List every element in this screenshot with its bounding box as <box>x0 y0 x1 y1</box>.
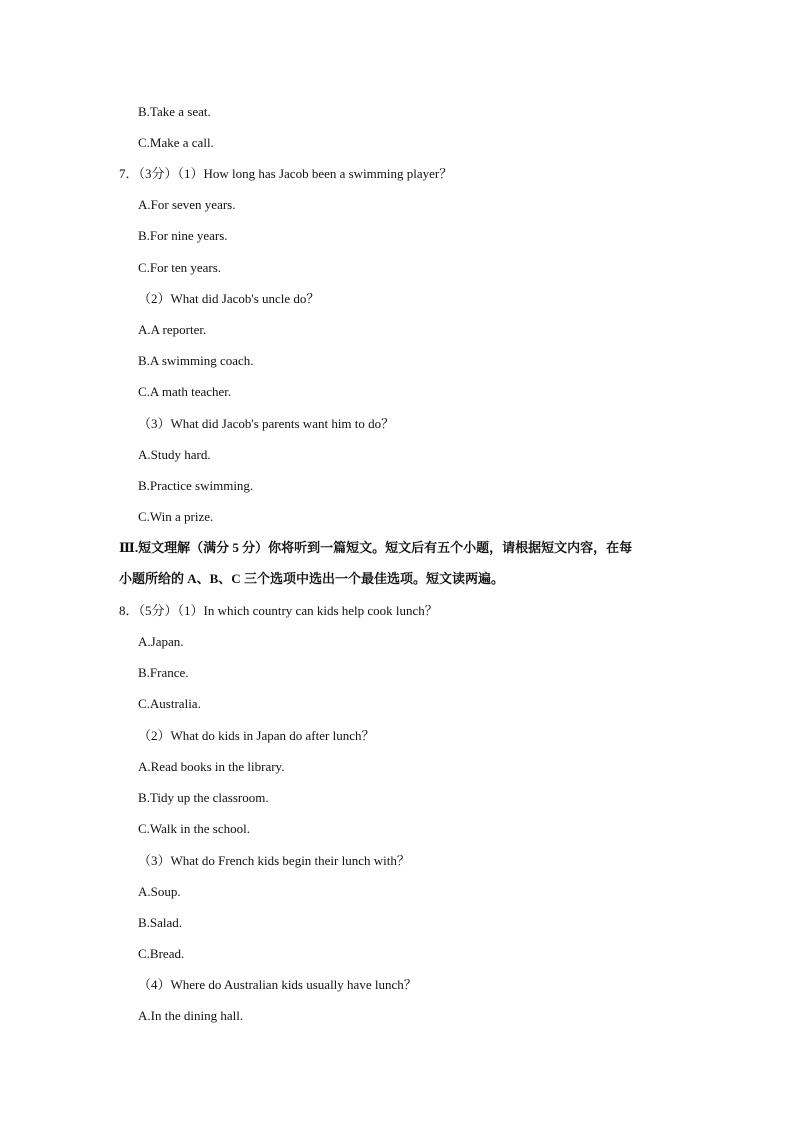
option-a: A.For seven years. <box>138 197 236 212</box>
sub-question: （3）What do French kids begin their lunch with？ <box>138 853 410 868</box>
option-b: B.A swimming coach. <box>138 353 254 368</box>
option-c: C.Walk in the school. <box>138 821 250 836</box>
option-c: C.For ten years. <box>138 260 222 275</box>
option-b: B.Salad. <box>138 915 183 930</box>
option-a: A.Soup. <box>138 884 181 899</box>
option-b: B.Practice swimming. <box>138 478 254 493</box>
section-heading-continued: 小题所给的 A、B、C 三个选项中选出一个最佳选项。短文读两遍。 <box>119 571 504 586</box>
option-a: A.Japan. <box>138 634 184 649</box>
option-c: C.Bread. <box>138 946 185 961</box>
option-b: B.For nine years. <box>138 228 228 243</box>
question-8-heading: 8．（5分）（1）In which country can kids help cook lunch？ <box>119 603 438 618</box>
option-b: B.Tidy up the classroom. <box>138 790 269 805</box>
option-a: A.In the dining hall. <box>138 1008 244 1023</box>
sub-question: （2）What did Jacob's uncle do？ <box>138 291 320 306</box>
option-c: C.Make a call. <box>138 135 214 150</box>
option-c: C.A math teacher. <box>138 384 232 399</box>
section-heading: Ⅲ.短文理解（满分 5 分）你将听到一篇短文。短文后有五个小题，请根据短文内容，在每 <box>119 540 633 555</box>
sub-question: （4）Where do Australian kids usually have lunch？ <box>138 977 417 992</box>
option-c: C.Win a prize. <box>138 509 214 524</box>
option-a: A.Read books in the library. <box>138 759 285 774</box>
sub-question: （3）What did Jacob's parents want him to do？ <box>138 416 395 431</box>
sub-question: （2）What do kids in Japan do after lunch？ <box>138 728 375 743</box>
option-a: A.A reporter. <box>138 322 207 337</box>
option-b: B.Take a seat. <box>138 104 211 119</box>
option-c: C.Australia. <box>138 696 201 711</box>
option-b: B.France. <box>138 665 189 680</box>
question-7-heading: 7．（3分）（1）How long has Jacob been a swimming player？ <box>119 166 453 181</box>
option-a: A.Study hard. <box>138 447 211 462</box>
